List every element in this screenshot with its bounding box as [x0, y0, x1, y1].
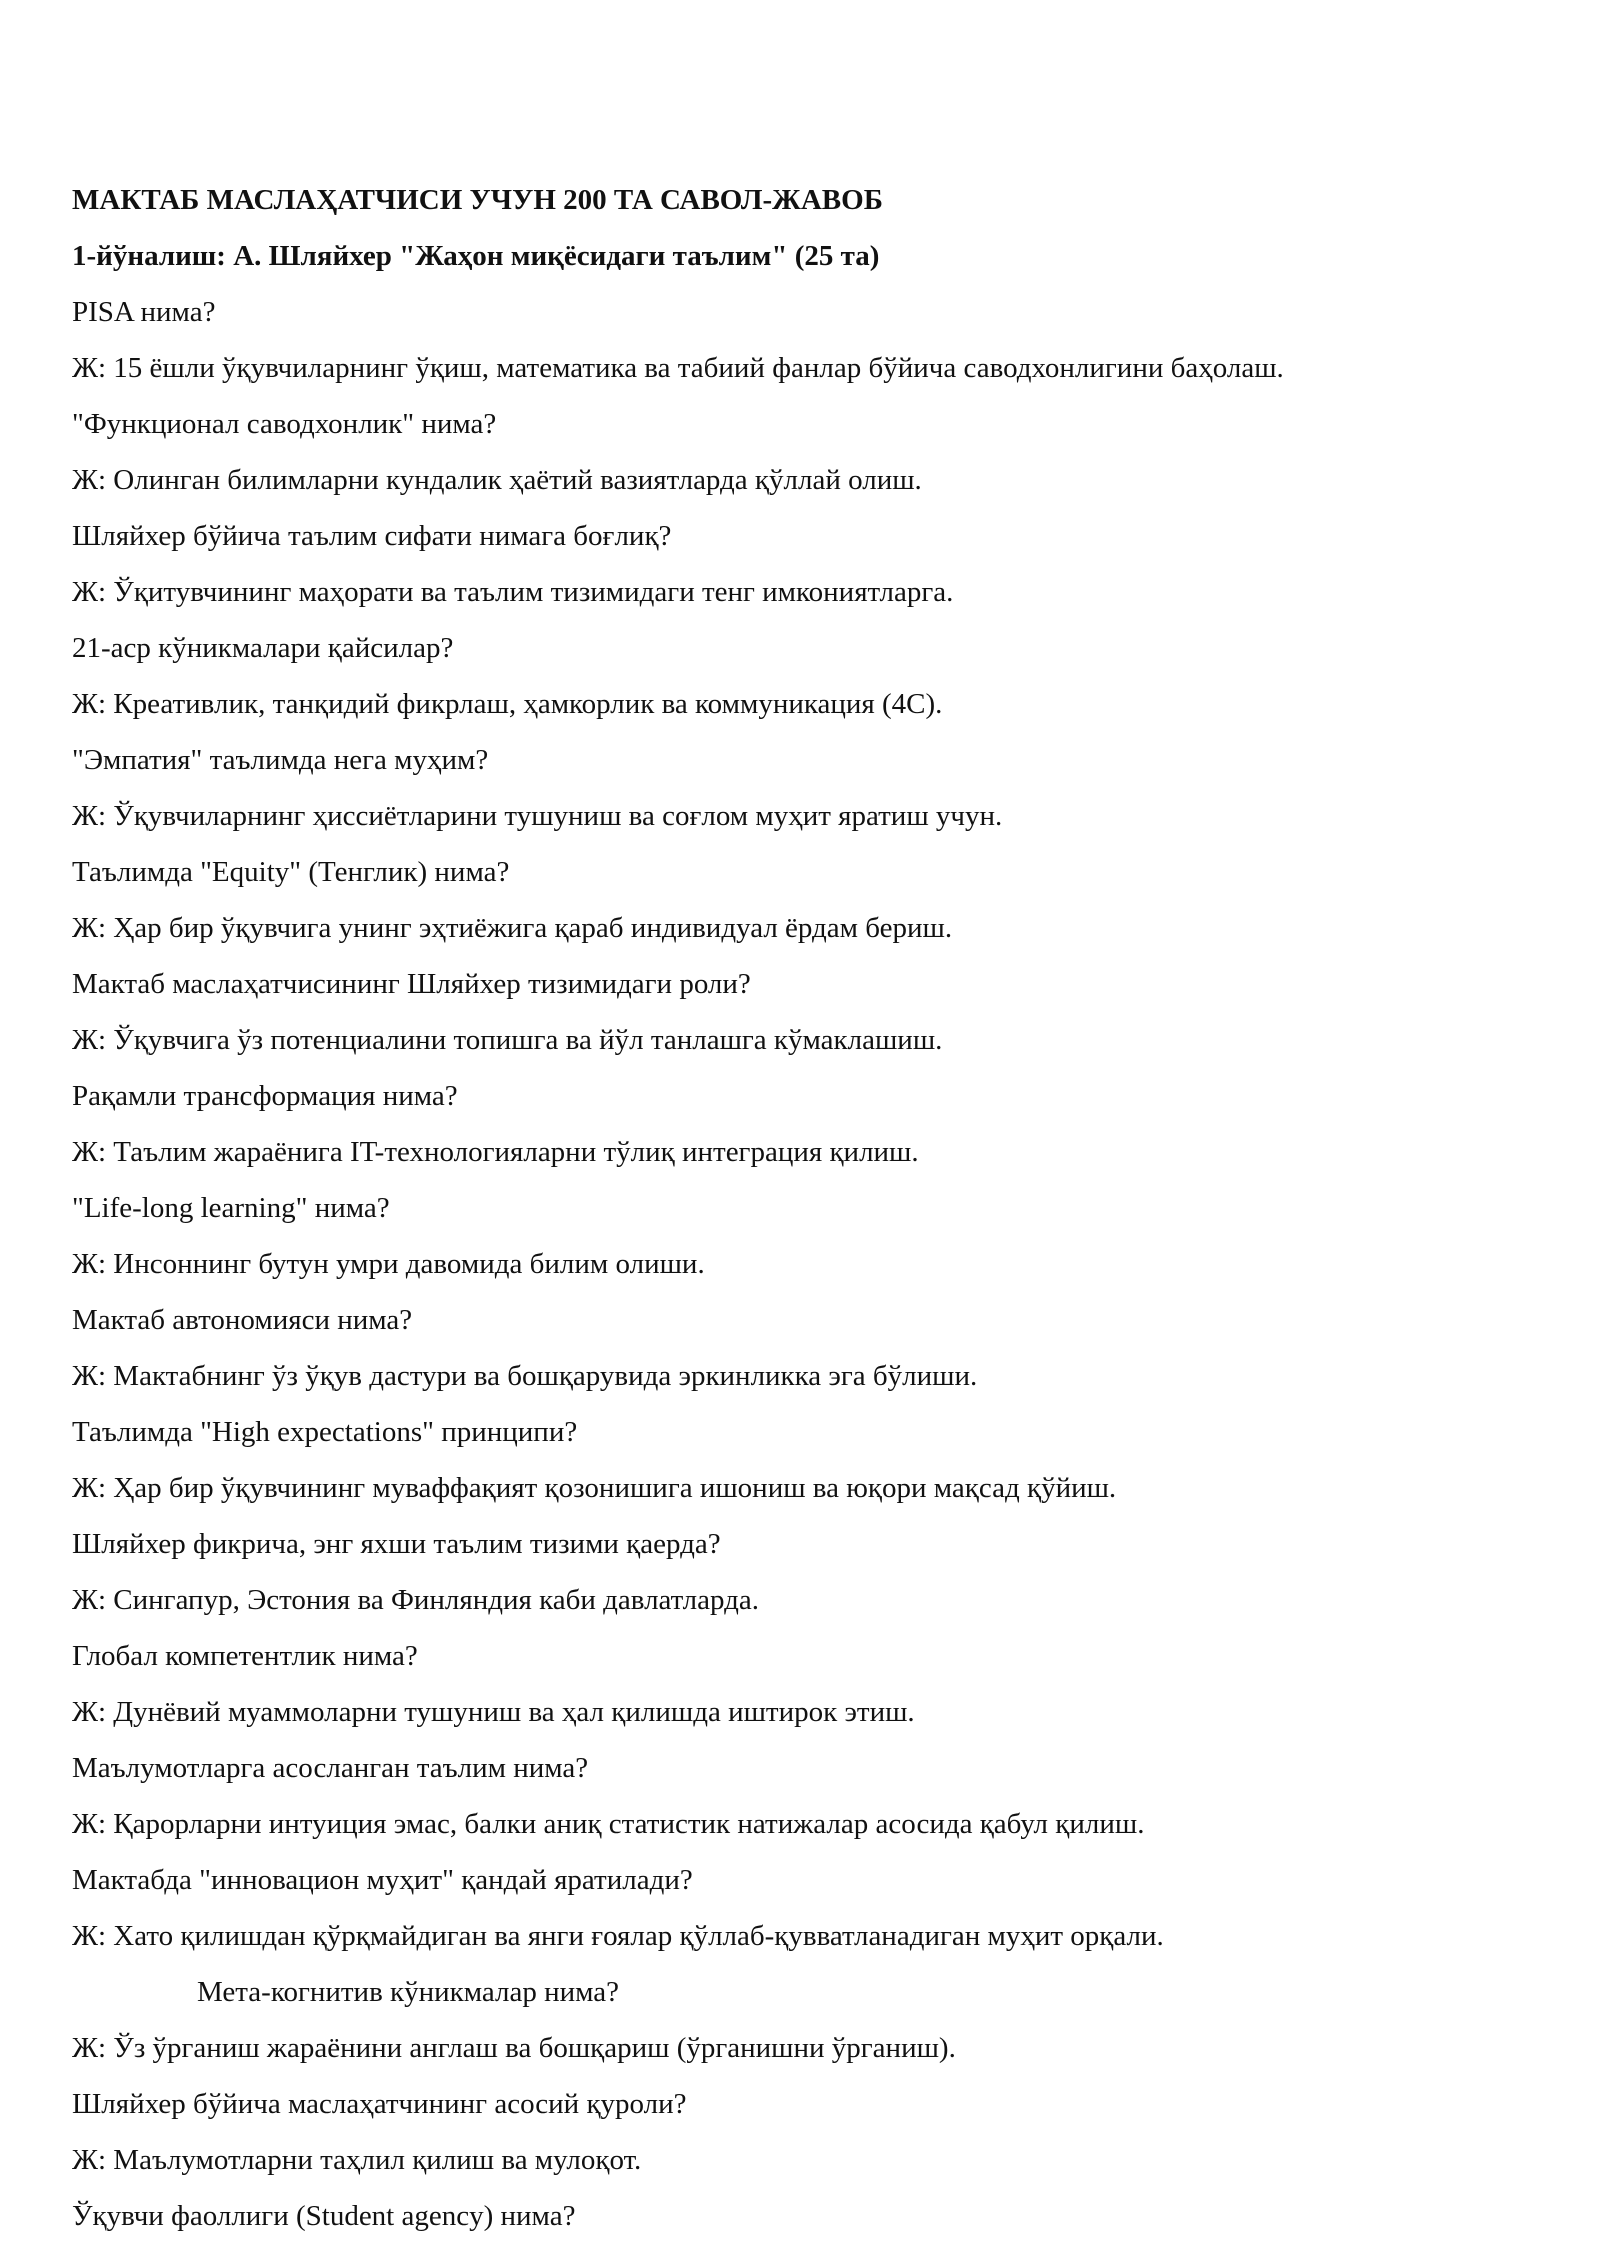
question-line: Маълумотларга асосланган таълим нима?	[72, 1752, 589, 1784]
answer-line: Ж: Ўқувчига ўз потенциалини топишга ва йўл танлашга кўмаклашиш.	[72, 1024, 943, 1056]
answer-line: Ж: Сингапур, Эстония ва Финляндия каби давлатларда.	[72, 1584, 759, 1616]
question-line: Таълимда "Equity" (Тенглик) нима?	[72, 856, 510, 888]
document-title: МАКТАБ МАСЛАҲАТЧИСИ УЧУН 200 ТА САВОЛ-ЖАВОБ	[72, 184, 883, 216]
question-line: Ўқувчи фаоллиги (Student agency) нима?	[72, 2200, 576, 2232]
question-line: "Функционал саводхонлик" нима?	[72, 408, 497, 440]
question-line: "Life-long learning" нима?	[72, 1192, 390, 1224]
answer-line: Ж: 15 ёшли ўқувчиларнинг ўқиш, математика ва табиий фанлар бўйича саводхонлигини баҳолаш.	[72, 352, 1284, 384]
section-heading: 1-йўналиш: А. Шляйхер "Жаҳон миқёсидаги таълим" (25 та)	[72, 240, 880, 272]
question-line: Шляйхер бўйича таълим сифати нимага боғлиқ?	[72, 520, 672, 552]
answer-line: Ж: Инсоннинг бутун умри давомида билим олиши.	[72, 1248, 705, 1280]
question-line: "Эмпатия" таълимда нега муҳим?	[72, 744, 489, 776]
question-line: Мактаб маслаҳатчисининг Шляйхер тизимидаги роли?	[72, 968, 751, 1000]
question-line: PISA нима?	[72, 296, 216, 328]
question-line: 21-аср кўникмалари қайсилар?	[72, 632, 454, 664]
question-line: Мактаб автономияси нима?	[72, 1304, 413, 1336]
answer-line: Ж: Таълим жараёнига IT-технологияларни тўлиқ интеграция қилиш.	[72, 1136, 919, 1168]
document-body	[72, 180, 1532, 2252]
question-line: Мактабда "инновацион муҳит" қандай яратилади?	[72, 1864, 693, 1896]
answer-line: Ж: Олинган билимларни кундалик ҳаётий вазиятларда қўллай олиш.	[72, 464, 922, 496]
answer-line: Ж: Мактабнинг ўз ўқув дастури ва бошқарувида эркинликка эга бўлиши.	[72, 1360, 978, 1392]
answer-line: Ж: Ўқитувчининг маҳорати ва таълим тизимидаги тенг имкониятларга.	[72, 576, 954, 608]
question-line: Мета-когнитив кўникмалар нима?	[197, 1976, 620, 2008]
question-line: Шляйхер бўйича маслаҳатчининг асосий қуроли?	[72, 2088, 687, 2120]
question-line: Таълимда "High expectations" принципи?	[72, 1416, 578, 1448]
answer-line: Ж: Дунёвий муаммоларни тушуниш ва ҳал қилишда иштирок этиш.	[72, 1696, 915, 1728]
answer-line: Ж: Ҳар бир ўқувчининг муваффақият қозонишига ишониш ва юқори мақсад қўйиш.	[72, 1472, 1117, 1504]
answer-line: Ж: Маълумотларни таҳлил қилиш ва мулоқот.	[72, 2144, 642, 2176]
answer-line: Ж: Қарорларни интуиция эмас, балки аниқ статистик натижалар асосида қабул қилиш.	[72, 1808, 1145, 1840]
question-line: Шляйхер фикрича, энг яхши таълим тизими қаерда?	[72, 1528, 721, 1560]
answer-line: Ж: Креативлик, танқидий фикрлаш, ҳамкорлик ва коммуникация (4C).	[72, 688, 943, 720]
question-line: Рақамли трансформация нима?	[72, 1080, 458, 1112]
answer-line: Ж: Ўз ўрганиш жараёнини англаш ва бошқариш (ўрганишни ўрганиш).	[72, 2032, 956, 2064]
answer-line: Ж: Хато қилишдан қўрқмайдиган ва янги ғоялар қўллаб-қувватланадиган муҳит орқали.	[72, 1920, 1164, 1952]
answer-line: Ж: Ўқувчиларнинг ҳиссиётларини тушуниш ва соғлом муҳит яратиш учун.	[72, 800, 1003, 832]
question-line: Глобал компетентлик нима?	[72, 1640, 418, 1672]
answer-line: Ж: Ҳар бир ўқувчига унинг эҳтиёжига қараб индивидуал ёрдам бериш.	[72, 912, 953, 944]
